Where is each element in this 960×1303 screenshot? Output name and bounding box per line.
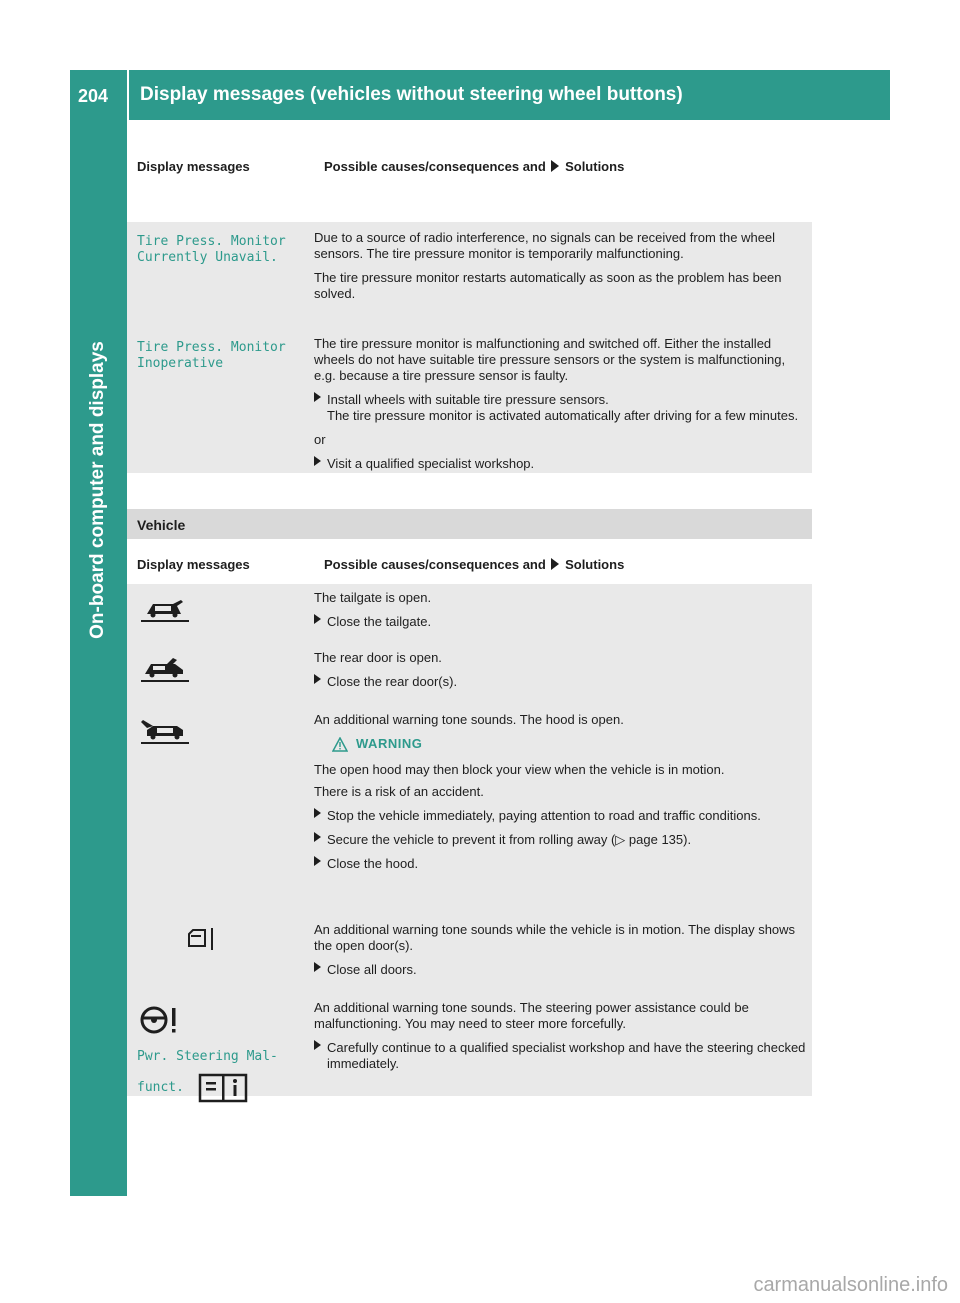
paragraph: The tire pressure monitor is malfunctioning and switched off. Either the installed wheels do not have suitable tire pressure sensors or the system is malfunctioning, e.g. because a tire pressure sensor is faulty. — [314, 336, 786, 383]
vehicle-table — [127, 548, 812, 584]
section-header-vehicle: Vehicle — [127, 509, 812, 539]
display-message-line: Currently Unavail. — [137, 250, 278, 265]
message-cell — [127, 230, 314, 310]
service-book-icon — [198, 1073, 248, 1103]
arrow-icon — [314, 1040, 321, 1050]
door-open-icon — [185, 926, 215, 952]
arrow-icon — [314, 614, 321, 624]
message-cell — [127, 590, 314, 638]
chapter-label: On-board computer and displays — [87, 341, 108, 639]
instruction-step: Close the rear door(s). — [314, 674, 806, 690]
instruction-step: Close all doors. — [314, 962, 806, 978]
arrow-icon — [314, 808, 321, 818]
cause-cell: The rear door is open. Close the rear door(s). — [314, 650, 812, 698]
message-cell — [127, 650, 314, 698]
side-strip — [70, 120, 127, 1196]
table-row — [127, 590, 812, 638]
rear-door-open-icon — [137, 654, 193, 684]
column-header-causes: Possible causes/consequences and Solutions — [324, 159, 625, 174]
tailgate-open-icon — [137, 594, 193, 624]
page-number: 204 — [78, 86, 109, 106]
display-message-line: funct. — [137, 1080, 184, 1095]
instruction-step: Visit a qualified specialist workshop. — [314, 456, 806, 472]
instruction-step: Secure the vehicle to prevent it from rolling away (▷ page 135). — [314, 832, 806, 848]
arrow-icon — [314, 856, 321, 866]
cause-cell: An additional warning tone sounds. The hood is open. WARNING The open hood may then block your view when the vehicle is in motion. There is a risk of an accident. Stop the vehicle immediately, paying attention to road and traffic conditions. Secure the vehicle to prevent it from rolling away (▷ page 135). Close the hood. — [314, 712, 812, 880]
arrow-icon — [551, 558, 559, 570]
cause-cell: The tailgate is open. Close the tailgate. — [314, 590, 812, 638]
message-cell — [127, 336, 314, 480]
display-message-line: Pwr. Steering Mal- — [137, 1049, 278, 1064]
message-cell — [127, 712, 314, 880]
arrow-icon — [314, 456, 321, 466]
paragraph: Due to a source of radio interference, no signals can be received from the wheel sensors. The tire pressure monitor is temporarily malfunctioning. — [314, 230, 776, 261]
hood-open-icon — [137, 716, 193, 746]
table-row — [127, 1000, 812, 1103]
tire-pressure-table — [127, 150, 812, 471]
cause-cell: An additional warning tone sounds. The steering power assistance could be malfunctioning. You may need to steer more forcefully. Carefully continue to a qualified specialist workshop and have the steering checked immediately. — [314, 1000, 806, 1071]
table-header — [127, 548, 812, 584]
instruction-step: Install wheels with suitable tire pressure sensors. The tire pressure monitor is activated automatically after driving for a few minutes. — [314, 392, 806, 424]
instruction-step: Close the tailgate. — [314, 614, 806, 630]
paragraph: The tire pressure monitor restarts automatically as soon as the problem has been solved. — [314, 270, 782, 301]
message-cell — [127, 1000, 314, 1103]
arrow-icon — [314, 832, 321, 842]
table-row — [127, 650, 812, 698]
column-header-causes: Possible causes/consequences and Solutions — [324, 557, 625, 572]
arrow-icon — [314, 674, 321, 684]
page-title: Display messages (vehicles without steering wheel buttons) — [140, 84, 683, 105]
display-message-line: Inoperative — [137, 356, 224, 371]
message-cell — [127, 922, 314, 986]
steering-warning-icon — [137, 1004, 181, 1038]
arrow-icon — [314, 392, 321, 402]
warning-heading: WARNING — [332, 736, 806, 752]
header-divider — [127, 70, 129, 120]
display-message-line: Tire Press. Monitor — [137, 340, 286, 355]
table-row — [127, 336, 812, 480]
table-header — [127, 150, 812, 186]
watermark-url: carmanualsonline.info — [753, 1274, 948, 1296]
table-row — [127, 712, 812, 880]
cause-cell: An additional warning tone sounds while the vehicle is in motion. The display shows the open door(s). Close all doors. — [314, 922, 812, 986]
cause-cell — [314, 230, 812, 310]
warning-triangle-icon — [332, 737, 348, 752]
instruction-step: Stop the vehicle immediately, paying attention to road and traffic conditions. — [314, 808, 806, 824]
display-message-line: Tire Press. Monitor — [137, 234, 286, 249]
column-header-messages: Display messages — [137, 159, 250, 174]
arrow-icon — [314, 962, 321, 972]
or-label: or — [314, 432, 326, 447]
step-note: The tire pressure monitor is activated automatically after driving for a few minutes. — [327, 408, 799, 423]
instruction-step: Carefully continue to a qualified specialist workshop and have the steering checked immediately. — [314, 1040, 806, 1072]
table-row — [127, 922, 812, 986]
table-row — [127, 230, 812, 310]
instruction-step: Close the hood. — [314, 856, 806, 872]
table-body — [127, 186, 812, 471]
column-header-messages: Display messages — [137, 557, 250, 572]
arrow-icon — [551, 160, 559, 172]
cause-cell — [314, 336, 812, 480]
